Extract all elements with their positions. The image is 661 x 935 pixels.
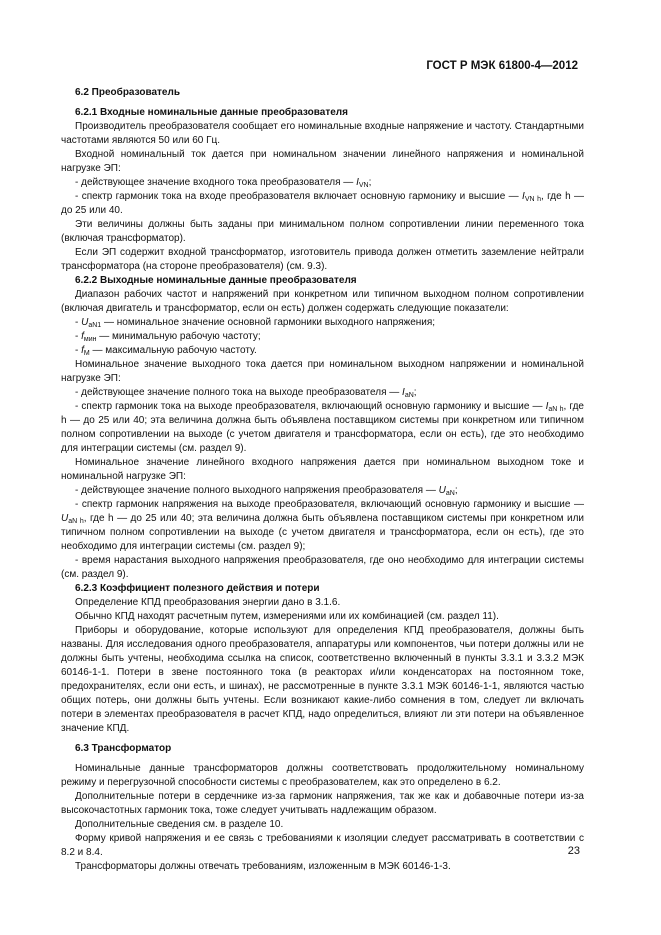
list-item: - действующее значение полного выходного напряжения преобразователя — $U_{aN}$; — [75, 485, 458, 497]
paragraph: Номинальное значение линейного входного напряжения дается при номинальном выходном токе и номинальной нагрузке ЭП: — [61, 457, 584, 482]
subsection-heading-6-2-1: 6.2.1 Входные номинальные данные преобразователя — [75, 107, 348, 118]
paragraph: Форму кривой напряжения и ее связь с требованиями к изоляции следует рассматривать в соответствии с 8.2 и 8.4. — [61, 833, 584, 858]
paragraph: Дополнительные сведения см. в разделе 10. — [75, 819, 284, 830]
list-item: - действующее значение входного тока преобразователя — $I_{VN}$; — [75, 177, 372, 189]
page-number: 23 — [567, 845, 580, 857]
paragraph: Входной номинальный ток дается при номинальном значении линейного напряжения и номинальной нагрузке ЭП: — [61, 149, 584, 174]
paragraph: Если ЭП содержит входной трансформатор, изготовитель привода должен отметить заземление нейтрали трансформатора (на стороне преобразователя) (см. 9.3). — [61, 247, 584, 272]
list-item: - $U_{aN1}$ — номинальное значение основной гармоники выходного напряжения; — [75, 317, 436, 329]
paragraph: Диапазон рабочих частот и напряжений при конкретном или типичном выходном полном сопротивлении (включая двигатель и трансформатор, если он есть) должен содержать следующие показатели: — [61, 289, 584, 314]
list-item: - спектр гармоник тока на входе преобразователя включает основную гармонику и высшие — $I_{VN h}$, где h — до 25 или 40. — [61, 191, 584, 216]
paragraph: Номинальные данные трансформаторов должны соответствовать продолжительному номинальному режиму и перегрузочной способности системы с преобразователем, как это определено в 6.2. — [61, 763, 584, 788]
paragraph: Трансформаторы должны отвечать требованиям, изложенным в МЭК 60146-1-3. — [75, 861, 451, 872]
paragraph: Эти величины должны быть заданы при минимальном полном сопротивлении линии переменного тока (включая трансформатор). — [61, 219, 584, 244]
section-heading-6-3: 6.3 Трансформатор — [75, 743, 172, 754]
paragraph: Номинальное значение выходного тока дается при номинальном выходном напряжении и номинальной нагрузке ЭП: — [61, 359, 584, 384]
paragraph: Определение КПД преобразования энергии дано в 3.1.6. — [75, 597, 341, 608]
section-heading-6-2: 6.2 Преобразователь — [75, 87, 180, 98]
paragraph: Производитель преобразователя сообщает его номинальные входные напряжение и частоту. Стандартными частотами являются 50 или 60 Гц. — [61, 121, 584, 146]
list-item: - $f_{мин}$ — минимальную рабочую частоту; — [75, 331, 261, 343]
paragraph: Приборы и оборудование, которые используют для определения КПД преобразователя, должны быть названы. Для исследования одного преобразователя, аппаратуры или компонентов, чьи потери должны или не должны быть учтены, необходима ссылка на список, соответственно включенный в пункты 3.3.1 и 3.3.2 МЭК 60146-1-1. Потери в звене постоянного тока (в реакторах и/или конденсаторах на постоянном токе, предохранителях, если они есть, и шинах), не рассмотренные в пункте 3.3.1 МЭК 60146-1-1, являются частью общих потерь, они должны быть учтены. Если возникают какие-либо сомнения в том, следует ли включать потери в элементах преобразователя в расчет КПД, надо определиться, влияют ли эти потери на объявленное значение КПД. — [61, 625, 584, 734]
paragraph: Обычно КПД находят расчетным путем, измерениями или их комбинацией (см. раздел 11). — [75, 611, 499, 622]
document-body — [61, 86, 584, 874]
paragraph: Дополнительные потери в сердечнике из-за гармоник напряжения, так же как и добавочные потери из-за высокочастотных гармоник тока, тоже следует учитывать надлежащим образом. — [61, 791, 584, 816]
list-item: - спектр гармоник тока на выходе преобразователя, включающий основную гармонику и высшие — $I_{aN h}$, где h — до 25 или 40; эта величина должна быть объявлена поставщиком системы при конкретном или типичном полном сопротивлении на выходе (с учетом двигателя и трансформатора, если он есть), где это необходимо для интеграции системы (см. раздел 9). — [61, 401, 584, 454]
subsection-heading-6-2-3: 6.2.3 Коэффициент полезного действия и потери — [75, 583, 320, 594]
list-item: - действующее значение полного тока на выходе преобразователя — $I_{aN}$; — [75, 387, 417, 399]
document-header: ГОСТ Р МЭК 61800-4—2012 — [426, 60, 578, 72]
list-item: - $f_М$ — максимальную рабочую частоту. — [75, 345, 257, 357]
list-item: - спектр гармоник напряжения на выходе преобразователя, включающий основную гармонику и высшие — $U_{aN h}$, где h — до 25 или 40; эта величина должна быть объявлена поставщиком системы при конкретном или типичном полном сопротивлении на выходе (с учетом двигателя и трансформатора, если он есть), где это необходимо для интеграции системы (см. раздел 9); — [61, 499, 584, 552]
list-item: - время нарастания выходного напряжения преобразователя, где оно необходимо для интеграции системы (см. раздел 9). — [61, 555, 584, 580]
subsection-heading-6-2-2: 6.2.2 Выходные номинальные данные преобразователя — [75, 275, 357, 286]
